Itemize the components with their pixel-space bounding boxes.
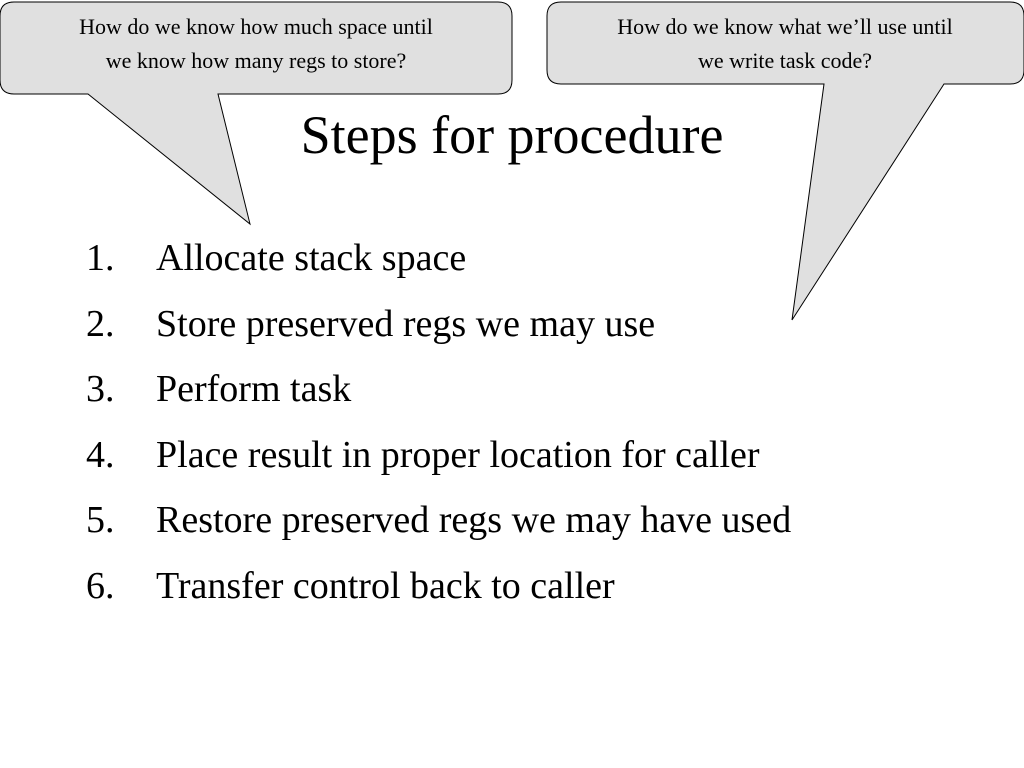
callout-2-line-1: How do we know what we’ll use until xyxy=(617,14,953,39)
step-label: Store preserved regs we may use xyxy=(156,302,656,345)
step-number: 4. xyxy=(86,433,115,476)
callout-2-text xyxy=(548,10,1022,78)
callout-2-line-2: we write task code? xyxy=(697,48,873,73)
step-number: 2. xyxy=(86,302,115,345)
step-number: 5. xyxy=(86,499,115,541)
slide-title: Steps for procedure xyxy=(300,105,724,165)
callout-1-text xyxy=(4,10,508,78)
step-label: Transfer control back to caller xyxy=(156,564,615,607)
callout-1-line-2: we know how many regs to store? xyxy=(105,48,407,73)
callout-1-line-1: How do we know how much space until xyxy=(79,14,433,39)
step-label: Allocate stack space xyxy=(156,237,467,279)
step-label: Perform task xyxy=(156,368,352,410)
step-number: 1. xyxy=(86,237,115,279)
step-label: Restore preserved regs we may have used xyxy=(156,499,792,541)
step-number: 6. xyxy=(86,564,115,607)
step-number: 3. xyxy=(86,368,115,410)
step-label: Place result in proper location for caller xyxy=(156,433,760,476)
